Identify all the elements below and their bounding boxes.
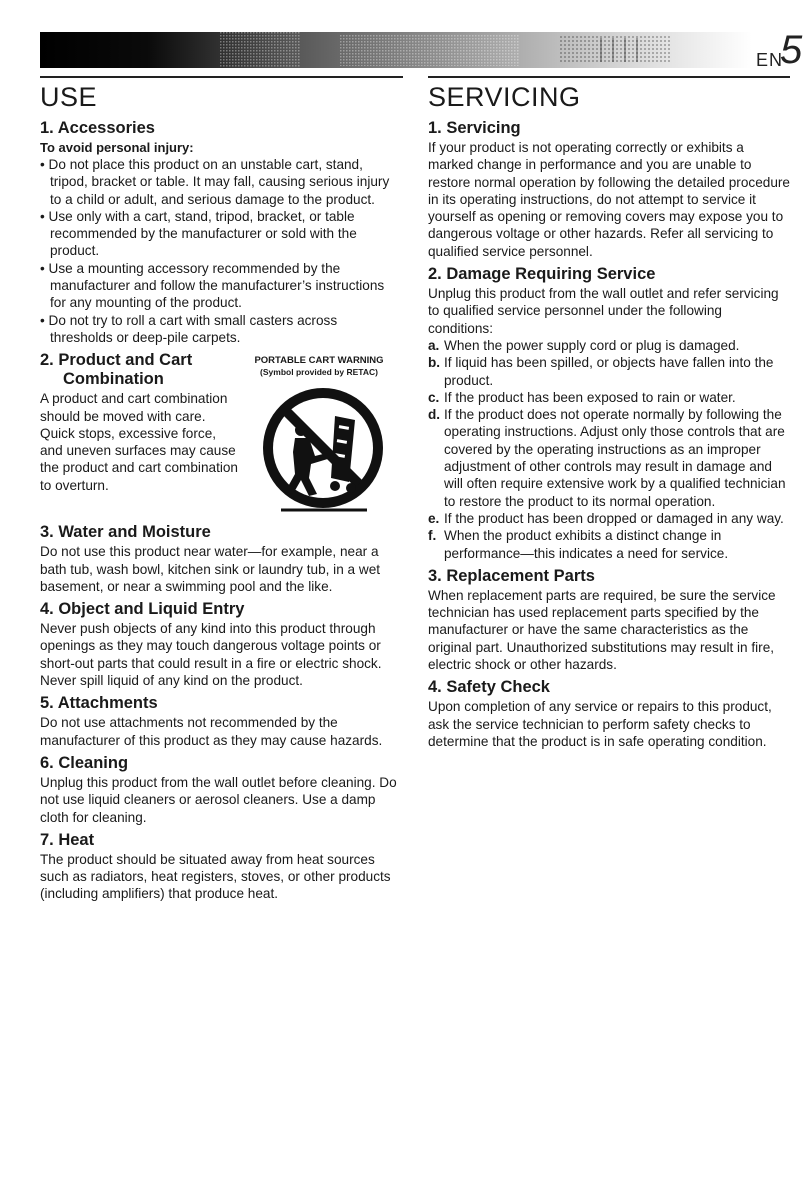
list-text: When the product exhibits a distinct change in performance—this indicates a need for service. xyxy=(444,528,729,561)
damage-intro: Unplug this product from the wall outlet and refer servicing to qualified service personnel under the following conditions: xyxy=(428,286,779,336)
use-column xyxy=(40,76,403,903)
damage-list-item xyxy=(428,527,790,562)
list-letter: a. xyxy=(428,337,440,353)
safety-text: Upon completion of any service or repairs to this product, ask the service technician to perform safety checks to determine that the product is in safe operating condition. xyxy=(428,699,772,749)
damage-list-item xyxy=(428,389,790,406)
cart-text: A product and cart combination should be moved with care. Quick stops, excessive force, and uneven surfaces may cause the product and cart combination to overturn. xyxy=(40,391,238,493)
cart-warning-caption xyxy=(235,355,403,378)
accessories-bullet: • Use a mounting accessory recommended by the manufacturer and follow the manufacturer’s instructions for any mounting of the product. xyxy=(40,260,385,311)
page-number: 5 xyxy=(780,28,803,72)
water-text: Do not use this product near water—for example, near a bath tub, wash bowl, kitchen sink or laundry tub, in a wet basement, or near a swimming pool and the like. xyxy=(40,544,381,594)
safety-heading: 4. Safety Check xyxy=(428,678,550,697)
list-text: If liquid has been spilled, or objects have fallen into the product. xyxy=(444,355,774,388)
header-gradient-band xyxy=(40,32,752,68)
damage-list-item xyxy=(428,510,790,527)
servicing-text: If your product is not operating correctly or exhibits a marked change in performance and you are unable to restore normal operation by following the detailed procedure in its operating instructions, do not attempt to service it yourself as opening or removing covers may expose you to dangerous voltage or other hazards. Refer all servicing to qualified service personnel. xyxy=(428,140,790,259)
list-text: If the product has been exposed to rain or water. xyxy=(444,389,736,405)
section-rule xyxy=(428,76,790,78)
servicing-column xyxy=(428,76,790,750)
accessories-heading: 1. Accessories xyxy=(40,119,155,137)
damage-list-item xyxy=(428,337,790,354)
list-text: When the power supply cord or plug is damaged. xyxy=(444,337,740,353)
water-heading: 3. Water and Moisture xyxy=(40,523,211,542)
cart-body xyxy=(40,390,403,518)
attachments-heading: 5. Attachments xyxy=(40,694,158,713)
header-band-graphic xyxy=(40,32,752,68)
damage-heading: 2. Damage Requiring Service xyxy=(428,265,656,284)
list-letter: d. xyxy=(428,407,441,423)
list-letter: e. xyxy=(428,510,440,526)
heat-heading: 7. Heat xyxy=(40,830,95,849)
object-heading: 4. Object and Liquid Entry xyxy=(40,600,245,619)
list-letter: c. xyxy=(428,389,440,405)
servicing-section-title: SERVICING xyxy=(428,82,581,112)
replacement-text: When replacement parts are required, be sure the service technician has used replacement parts specified by the manufacturer or have the same characteristics as the original part. Unauthorized substitutions may result in fire, electric shock or other hazards. xyxy=(428,587,776,673)
cleaning-text: Unplug this product from the wall outlet before cleaning. Do not use liquid cleaners or aerosol cleaners. Use a damp cloth for cleaning. xyxy=(40,774,397,825)
use-section-title: USE xyxy=(40,82,98,112)
list-text: If the product has been dropped or damaged in any way. xyxy=(444,510,784,526)
accessories-bullet: • Do not try to roll a cart with small casters across thresholds or deep-pile carpets. xyxy=(40,312,338,345)
heat-text: The product should be situated away from heat sources such as radiators, heat registers, stoves, or other products (including amplifiers) that produce heat. xyxy=(40,851,391,902)
replacement-heading: 3. Replacement Parts xyxy=(428,566,595,585)
accessories-bullet: • Do not place this product on an unstable cart, stand, tripod, bracket or table. It may fall, causing serious injury to a child or adult, and serious damage to the product. xyxy=(40,157,390,207)
servicing-heading: 1. Servicing xyxy=(428,119,521,137)
cart-heading xyxy=(40,346,235,390)
cart-heading-line2: Combination xyxy=(63,370,164,389)
cart-heading-line1: 2. Product and Cart xyxy=(40,351,193,370)
cart-warning-title: PORTABLE CART WARNING xyxy=(254,355,384,367)
list-letter: f. xyxy=(428,528,437,544)
accessories-subheading: To avoid personal injury: xyxy=(40,140,194,155)
list-text: If the product does not operate normally by following the operating instructions. Adjust only those controls that are covered by the operating instructions as an improper adjustment of other controls may result in damage and will often require extensive work by a qualified technician to restore the product to its normal operation. xyxy=(444,407,786,509)
damage-list-item xyxy=(428,406,790,510)
object-text: Never push objects of any kind into this product through openings as they may touch dangerous voltage points or short-out parts that could result in a fire or electric shock. Never spill liquid of any kind on the product. xyxy=(40,621,382,689)
cart-warning-source: (Symbol provided by RETAC) xyxy=(260,367,378,378)
attachments-text: Do not use attachments not recommended by the manufacturer of this product as they may cause hazards. xyxy=(40,715,383,748)
list-letter: b. xyxy=(428,355,441,371)
cleaning-heading: 6. Cleaning xyxy=(40,753,129,772)
damage-list-item xyxy=(428,354,790,389)
language-code: EN xyxy=(756,50,784,70)
portable-cart-warning-icon xyxy=(243,382,403,518)
accessories-bullet: • Use only with a cart, stand, tripod, bracket, or table recommended by the manufacturer or sold with the product. xyxy=(40,208,357,259)
section-rule xyxy=(40,76,403,78)
